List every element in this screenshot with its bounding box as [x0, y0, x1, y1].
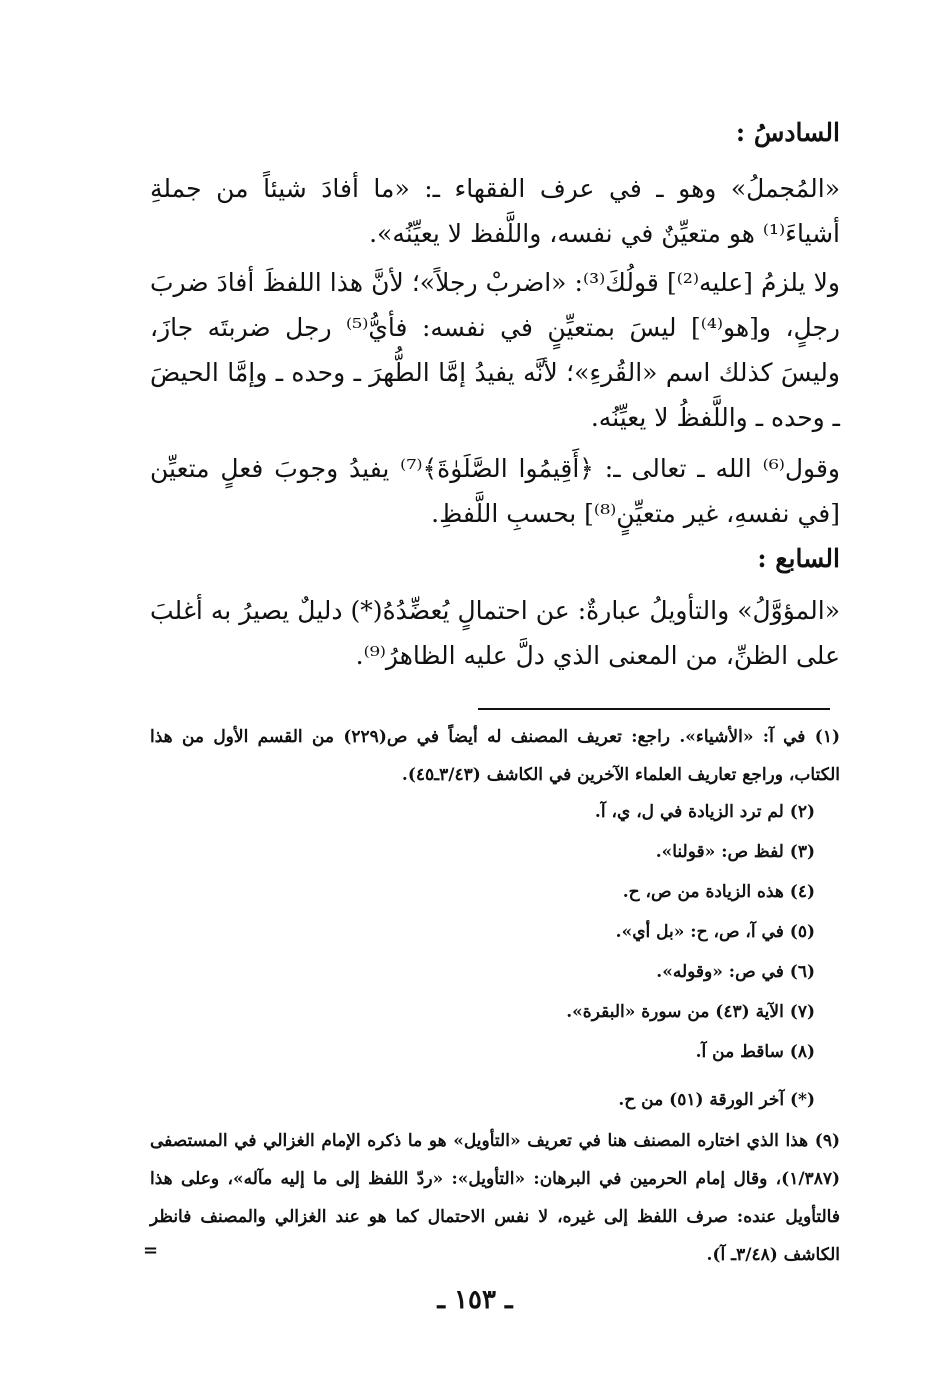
footnote-6: (٦) في ص: «وقوله». [656, 962, 815, 982]
footnote-divider [478, 708, 830, 710]
paragraph-quran-example: وقول⁽⁶⁾ الله ـ تعالى ـ: ﴿أَقِيمُوا الصَّلَوٰةَ﴾⁽⁷⁾ يفيدُ وجوبَ فعلٍ متعيِّن [في نفسهِ، غير متعيِّنٍ⁽⁸⁾] بحسبِ اللَّفظِ. [150, 454, 840, 528]
footnote-3: (٣) لفظ ص: «قولنا». [655, 842, 815, 862]
paragraph-mujmal-example: ولا يلزمُ [عليه⁽²⁾] قولُكَ⁽³⁾: «اضربْ رجلاً»؛ لأنَّ هذا اللفظَ أفادَ ضربَ رجلٍ، و[هو⁽⁴⁾] ليسَ بمتعيِّنٍ في نفسه: فأيُّ⁽⁵⁾ رجل ضربتَه جازَ، وليسَ كذلك اسم «القُرءِ»؛ لأنَّه يفيدُ إمَّا الطُّهرَ ـ وحده ـ وإمَّا الحيضَ ـ وحده ـ واللَّفظُ لا يعيِّنُه. [150, 268, 840, 432]
paragraph-mujmal-definition: «المُجملُ» وهو ـ في عرف الفقهاء ـ: «ما أفادَ شيئاً من جملةِ أشياءَ⁽¹⁾ هو متعيِّنٌ في نفسه، واللَّفظ لا يعيِّنُه». [150, 174, 840, 248]
section-heading-sixth: السادسُ : [735, 118, 840, 147]
continuation-mark: = [143, 1240, 159, 1261]
footnote-2: (٢) لم ترد الزيادة في ل، ي، آ. [594, 802, 815, 822]
section-heading-seventh: السابع : [757, 544, 840, 573]
footnote-star: (*) آخر الورقة (٥١) من ح. [618, 1090, 815, 1110]
footnote-5: (٥) في آ، ص، ح: «بل أي». [615, 922, 815, 942]
footnote-1: (١) في آ: «الأشياء». راجع: تعريف المصنف له أيضاً في ص(٢٢٩) من القسم الأول من هذا الكتاب، وراجع تعاريف العلماء الآخرين في الكاشف (٣/٤٣ـ٤٥). [150, 727, 841, 785]
footnote-9: (٩) هذا الذي اختاره المصنف هنا في تعريف «التأويل» هو ما ذكره الإمام الغزالي في المستصفى (١/٣٨٧)، وقال إمام الحرمين في البرهان: «التأويل»: «ردّ اللفظ إلى ما إليه مآله»، وعلى هذا فالتأويل عنده: صرف اللفظ إلى غيره، لا نفس الاحتمال كما هو عند الغزالي والمصنف فانظر الكاشف (٣/٤٨ـ آ). [150, 1131, 840, 1265]
paragraph-muawwal-definition: «المؤوَّلُ» والتأويلُ عبارةٌ: عن احتمالٍ يُعضِّدُهُ(*) دليلٌ يصيرُ به أغلبَ على الظنِّ، من المعنى الذي دلَّ عليه الظاهرُ⁽⁹⁾. [150, 596, 840, 670]
footnote-8: (٨) ساقط من آ. [695, 1042, 815, 1062]
page-number: ـ ١٥٣ ـ [437, 1285, 513, 1315]
footnote-4: (٤) هذه الزيادة من ص، ح. [622, 882, 815, 902]
footnote-7: (٧) الآية (٤٣) من سورة «البقرة». [566, 1002, 815, 1022]
